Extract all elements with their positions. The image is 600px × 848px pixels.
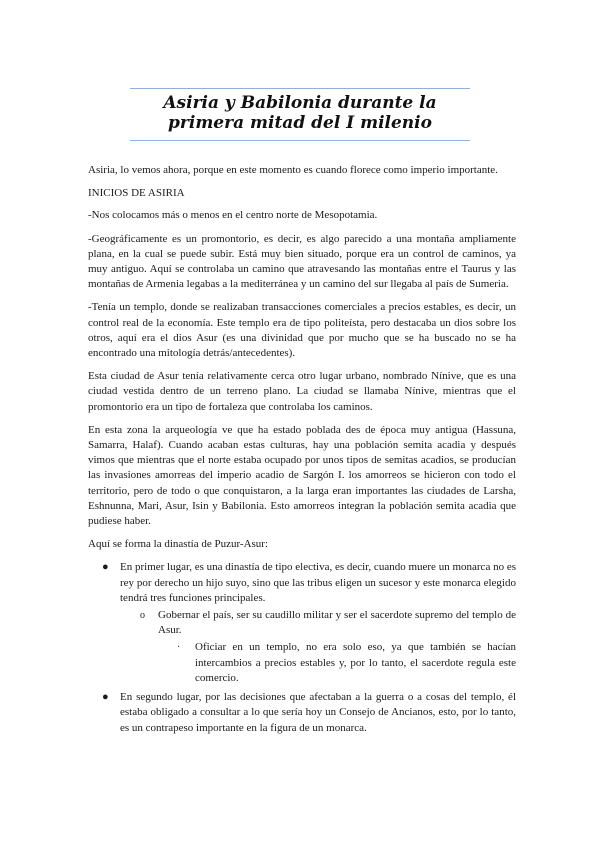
paragraph-1: -Nos colocamos más o menos en el centro norte de Mesopotamia.: [88, 209, 378, 222]
bullet-text-2: En segundo lugar, por las decisiones que afectaban a la guerra o a cosas del templo, él estaba obligado a consultar a lo que sería hoy un Consejo de Ancianos, esto, por lo tanto, es un contrapeso importante en la figura de un monarca.: [120, 691, 516, 734]
title-top-rule: [130, 88, 470, 89]
section-heading: INICIOS DE ASIRIA: [88, 187, 185, 200]
page-title: [120, 93, 480, 133]
bullet-icon: ●: [102, 691, 109, 704]
bullet-icon: ●: [102, 561, 109, 574]
list-item: [88, 560, 516, 686]
sub-list: [120, 608, 516, 686]
title-bottom-rule: [130, 140, 470, 141]
dot-bullet-icon: ·: [177, 642, 181, 654]
circle-bullet-icon: o: [140, 610, 145, 622]
list-item: [88, 690, 516, 736]
paragraph-3: -Tenía un templo, donde se realizaban transacciones comerciales a precios estables, es decir, un control real de la economía. Este templo era de tipo politeísta, pero destacaba un dios sobre los otros, aquí era el dios Asur (es una divinidad que por mucho que se ha buscado no se ha encontrado una mitología detrás/antecedentes).: [88, 301, 516, 360]
sub-sub-bullet-text: Oficiar en un templo, no era solo eso, ya que también se hacían intercambios a precios estables y, por lo tanto, el sacerdote regula este comercio.: [195, 641, 516, 684]
paragraph-5: En esta zona la arqueología ve que ha estado poblada des de época muy antigua (Hassuna, Samarra, Halaf). Cuando acaban estas culturas, hay una población semita acadia y después vimos que mientras que el norte estaba ocupado por unos tipos de semitas acadios, se producían las invasiones amorreas del imperio acadio de Sargón I. los amorreos se hicieron con todo el territorio, pero de todo o que conquistaron, a la larga eran importantes las ciudades de Larsha, Eshnunna, Mari, Asur, Isin y Babilonia. Esto amorreos integran la población semita acadia que pudiese haber.: [88, 423, 516, 528]
title-line-1: Asiria y Babilonia durante la: [163, 93, 437, 113]
sub-sub-list: [158, 640, 516, 686]
list-item: [120, 608, 516, 686]
intro-paragraph: Asiria, lo vemos ahora, porque en este momento es cuando florece como imperio importante.: [88, 164, 498, 176]
list-item: [158, 640, 516, 686]
paragraph-4: Esta ciudad de Asur tenía relativamente cerca otro lugar urbano, nombrado Nínive, que es una ciudad vestida dentro de un terreno plano. La ciudad se llamaba Nínive, mientras que el promontorio era un tipo de fortaleza que controlaba los caminos.: [88, 370, 516, 413]
dynasty-intro: Aquí se forma la dinastía de Puzur-Asur:: [88, 538, 269, 551]
bullet-text-1: En primer lugar, es una dinastía de tipo electiva, es decir, cuando muere un monarca no es rey por derecho un hijo suyo, sino que las tribus eligen un sucesor y este monarca elegido tendrá tres funciones principales.: [120, 561, 516, 604]
title-line-2: primera mitad del I milenio: [168, 113, 432, 133]
dynasty-bullet-list: [88, 560, 516, 735]
sub-bullet-text: Gobernar el país, ser su caudillo militar y ser el sacerdote supremo del templo de Asur.: [158, 609, 516, 637]
document-body: [88, 163, 516, 740]
paragraph-2: -Geográficamente es un promontorio, es decir, es algo parecido a una montaña ampliamente plana, en la cual se puede subir. Está muy bien situado, porque era un control de caminos, ya muy antiguo. Aquí se controlaba un camino que atravesando las montañas entre el Taurus y las montañas de Armenia legabas a la mediterránea y un camino del sur llegaba al país de Sumeria.: [88, 232, 516, 291]
